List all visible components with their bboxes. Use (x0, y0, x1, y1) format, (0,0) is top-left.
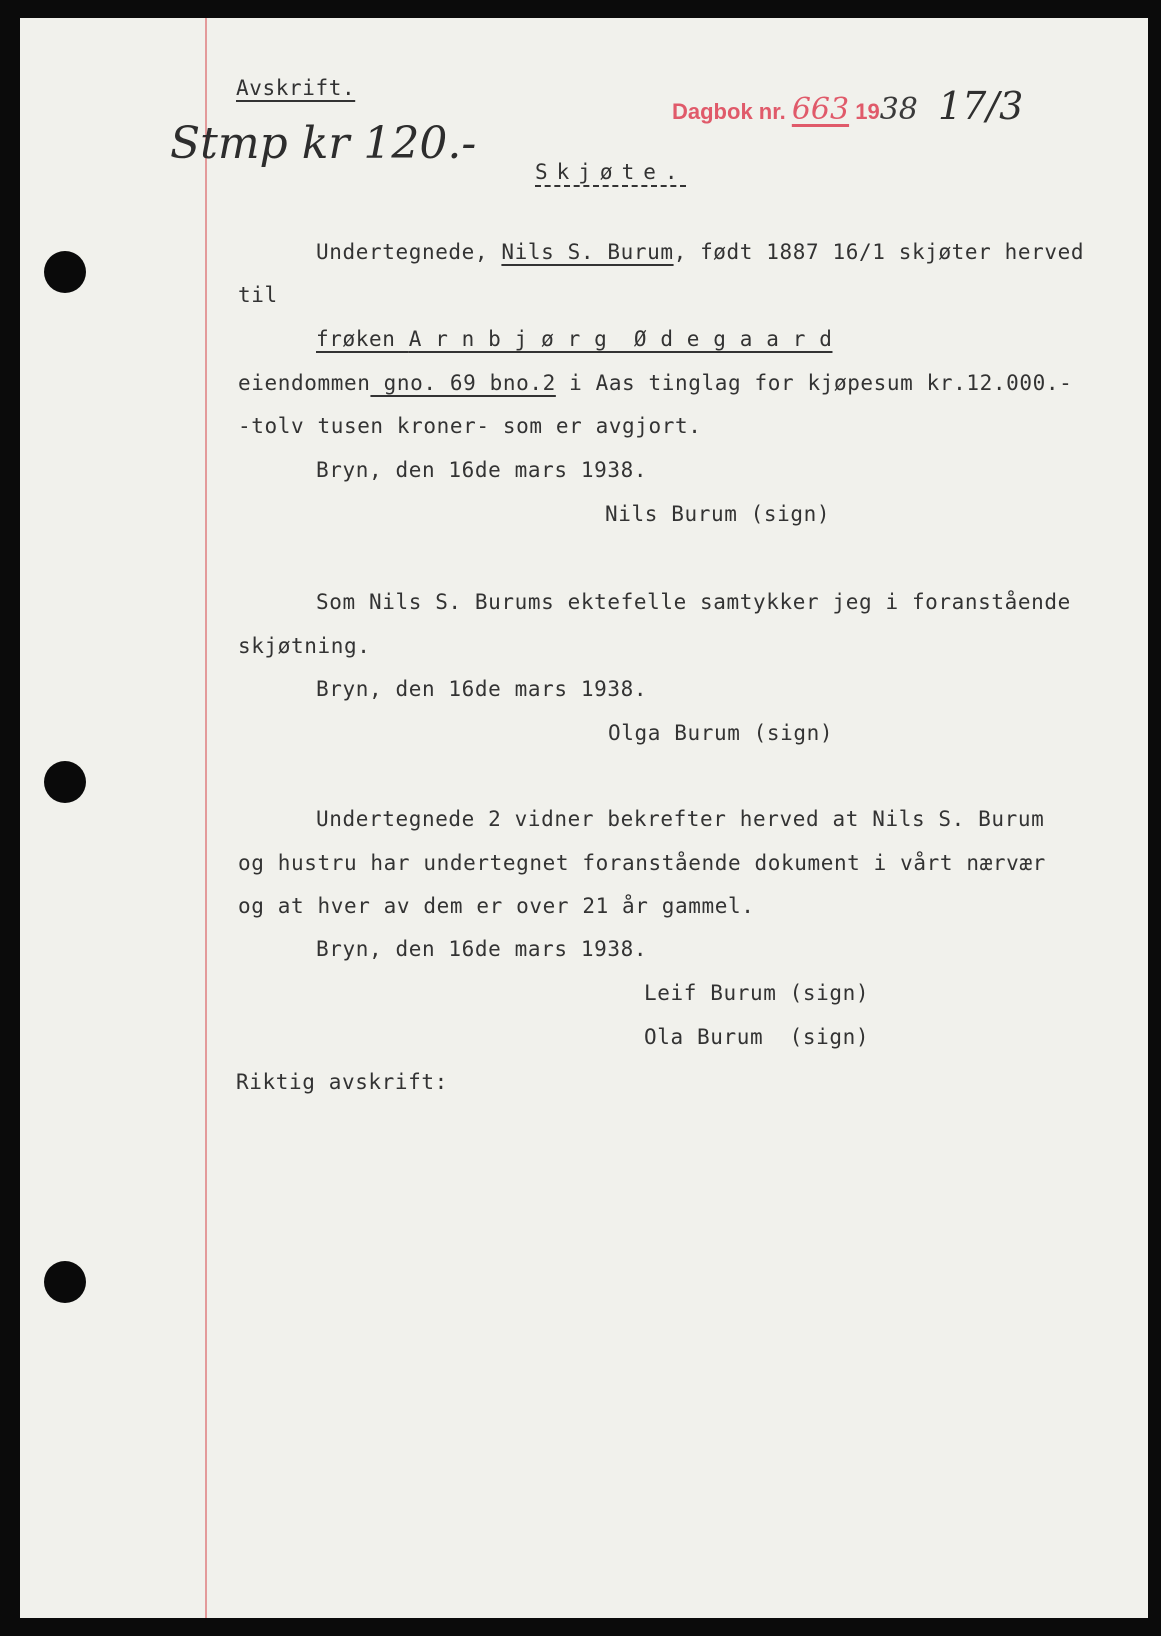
place-date-3: Bryn, den 16de mars 1938. (316, 937, 648, 961)
buyer-name: A r n b j ø r g Ø d e g a a r d (408, 327, 833, 351)
dagbok-label: Dagbok nr. (672, 99, 786, 124)
paragraph-3-line-1: Som Nils S. Burums ektefelle samtykker jeg i foranstående (316, 590, 1071, 614)
dagbok-year-prefix: 19 (855, 99, 880, 124)
property-number: gno. 69 bno.2 (370, 371, 556, 395)
avskrift-label: Avskrift. (236, 76, 356, 100)
p2-text-b: i Aas tinglag for kjøpesum kr.12.000.- (555, 371, 1073, 395)
dagbok-year-suffix: 38 (879, 92, 918, 127)
paragraph-4-line-2: og hustru har undertegnet foranstående dokument i vårt nærvær (238, 851, 1046, 875)
document-title: Skjøte. (535, 160, 687, 184)
dagbok-number: 663 (791, 92, 850, 127)
paragraph-2-line-2: -tolv tusen kroner- som er avgjort. (238, 414, 702, 438)
document-page (20, 18, 1148, 1618)
buyer-prefix: frøken (316, 327, 409, 351)
place-date-2: Bryn, den 16de mars 1938. (316, 677, 648, 701)
closing-line: Riktig avskrift: (236, 1070, 448, 1094)
handwritten-fee: Stmp kr 120.- (170, 118, 477, 169)
buyer-line (316, 327, 832, 351)
paragraph-2-line-1 (238, 371, 1072, 395)
p2-text-a: eiendommen (238, 371, 371, 395)
p1-text-a: Undertegnede, (316, 240, 502, 264)
signature-2: Olga Burum (sign) (608, 721, 834, 745)
witness-2: Ola Burum (sign) (644, 1025, 870, 1049)
punch-hole-top (44, 251, 86, 293)
dagbok-date: 17/3 (938, 84, 1024, 128)
punch-hole-bottom (44, 1261, 86, 1303)
witness-1: Leif Burum (sign) (644, 981, 870, 1005)
place-date-1: Bryn, den 16de mars 1938. (316, 458, 648, 482)
punch-hole-middle (44, 761, 86, 803)
paragraph-4-line-3: og at hver av dem er over 21 år gammel. (238, 894, 755, 918)
red-margin-line (205, 18, 207, 1618)
paragraph-3-line-2: skjøtning. (238, 634, 371, 658)
paragraph-1-line-2: til (238, 283, 278, 307)
signature-1: Nils Burum (sign) (605, 502, 831, 526)
p1-text-b: , født 1887 16/1 skjøter herved (673, 240, 1085, 264)
paragraph-1-line-1 (316, 240, 1084, 264)
dagbok-stamp (672, 84, 1023, 128)
paragraph-4-line-1: Undertegnede 2 vidner bekrefter herved at Nils S. Burum (316, 807, 1045, 831)
seller-name: Nils S. Burum (501, 240, 674, 264)
